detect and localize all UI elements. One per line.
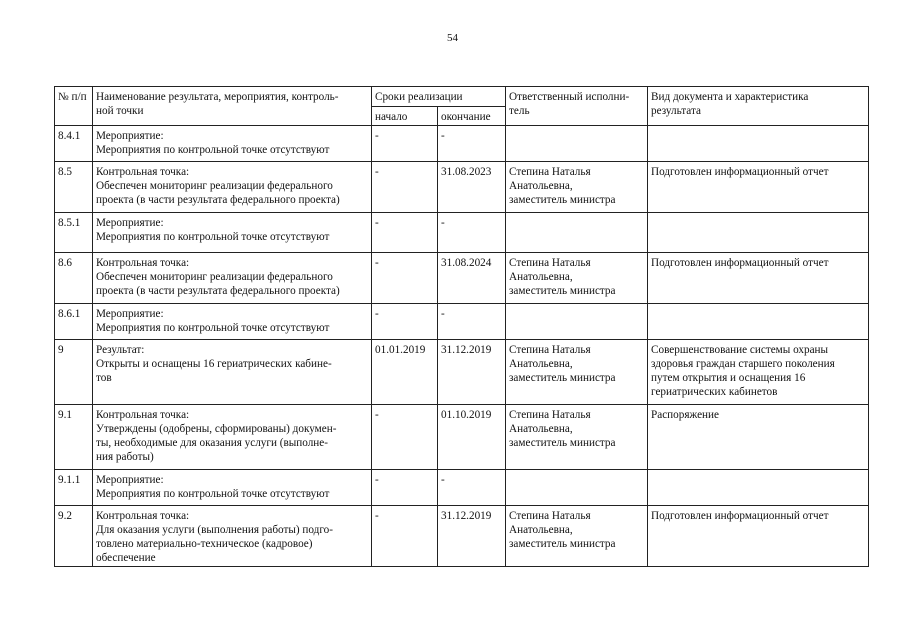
row-name: [93, 405, 372, 470]
row-document: [648, 162, 869, 213]
header-doc-type: [648, 87, 869, 126]
row-document: [648, 340, 869, 405]
header-responsible-line: Ответственный исполни-: [509, 91, 630, 103]
row-name-line: ния работы): [96, 451, 154, 463]
row-number: 8.6: [55, 253, 93, 304]
row-responsible-line: Анатольевна,: [509, 271, 573, 283]
row-document-line: Подготовлен информационный отчет: [651, 166, 829, 178]
row-number: 8.4.1: [55, 126, 93, 162]
row-name-line: Открыты и оснащены 16 гериатрических кабине-: [96, 358, 332, 370]
row-responsible-line: Анатольевна,: [509, 180, 573, 192]
row-number: 9.1: [55, 405, 93, 470]
row-name-line: Мероприятия по контрольной точке отсутствуют: [96, 231, 330, 243]
row-end-date: -: [438, 213, 506, 253]
table-row: [55, 340, 869, 405]
row-end-date: 31.12.2019: [438, 506, 506, 567]
row-number: 9.1.1: [55, 470, 93, 506]
table-row: [55, 506, 869, 567]
row-end-date: -: [438, 126, 506, 162]
row-responsible: [506, 162, 648, 213]
row-name-line: проекта (в части результата федерального проекта): [96, 194, 340, 206]
header-end: окончание: [438, 107, 506, 126]
row-name-line: Результат:: [96, 344, 145, 356]
row-start-date: -: [372, 304, 438, 340]
row-end-date: 31.12.2019: [438, 340, 506, 405]
table-row: [55, 126, 869, 162]
row-start-date: -: [372, 253, 438, 304]
row-responsible-line: заместитель министра: [509, 285, 616, 297]
row-document: [648, 405, 869, 470]
row-end-date: -: [438, 470, 506, 506]
row-name-line: Мероприятия по контрольной точке отсутствуют: [96, 322, 330, 334]
header-name-line: Наименование результата, мероприятия, контроль-: [96, 91, 339, 103]
row-number: 8.5.1: [55, 213, 93, 253]
row-document: [648, 506, 869, 567]
row-name-line: Мероприятие:: [96, 130, 164, 142]
header-row: [55, 87, 869, 107]
row-document-line: здоровья граждан старшего поколения: [651, 358, 835, 370]
row-name-line: тов: [96, 372, 112, 384]
header-name: [93, 87, 372, 126]
row-name-line: обеспечение: [96, 552, 156, 564]
row-name-line: Контрольная точка:: [96, 166, 190, 178]
row-responsible: [506, 253, 648, 304]
row-responsible-line: Анатольевна,: [509, 524, 573, 536]
row-name-line: ты, необходимые для оказания услуги (выполне-: [96, 437, 328, 449]
row-document-line: Распоряжение: [651, 409, 719, 421]
row-name-line: Для оказания услуги (выполнения работы) подго-: [96, 524, 334, 536]
row-responsible-line: Анатольевна,: [509, 423, 573, 435]
row-name-line: Мероприятие:: [96, 217, 164, 229]
row-name-line: товлено материально-техническое (кадровое): [96, 538, 313, 550]
row-responsible-line: Анатольевна,: [509, 358, 573, 370]
row-document: [648, 304, 869, 340]
row-responsible: [506, 405, 648, 470]
row-start-date: 01.01.2019: [372, 340, 438, 405]
row-name-line: Контрольная точка:: [96, 409, 190, 421]
header-doc-type-line: результата: [651, 105, 701, 117]
row-name-line: Контрольная точка:: [96, 257, 190, 269]
row-responsible: [506, 304, 648, 340]
row-name-line: Мероприятия по контрольной точке отсутствуют: [96, 144, 330, 156]
row-document: [648, 126, 869, 162]
row-end-date: 01.10.2019: [438, 405, 506, 470]
row-responsible: [506, 470, 648, 506]
row-document-line: гериатрических кабинетов: [651, 386, 778, 398]
row-name-line: проекта (в части результата федерального проекта): [96, 285, 340, 297]
row-end-date: 31.08.2023: [438, 162, 506, 213]
table-row: [55, 162, 869, 213]
row-start-date: -: [372, 213, 438, 253]
row-number: 9.2: [55, 506, 93, 567]
row-document-line: Подготовлен информационный отчет: [651, 257, 829, 269]
row-number: 8.6.1: [55, 304, 93, 340]
row-responsible-line: Степина Наталья: [509, 409, 591, 421]
row-name: [93, 126, 372, 162]
row-name-line: Мероприятие:: [96, 308, 164, 320]
header-doc-type-line: Вид документа и характеристика: [651, 91, 809, 103]
table-row: [55, 213, 869, 253]
row-responsible-line: Степина Наталья: [509, 257, 591, 269]
header-num: № п/п: [55, 87, 93, 126]
row-end-date: 31.08.2024: [438, 253, 506, 304]
row-document: [648, 470, 869, 506]
row-responsible: [506, 506, 648, 567]
header-name-line: ной точки: [96, 105, 144, 117]
row-start-date: -: [372, 162, 438, 213]
row-name-line: Утверждены (одобрены, сформированы) докумен-: [96, 423, 337, 435]
row-name: [93, 506, 372, 567]
row-responsible-line: Степина Наталья: [509, 510, 591, 522]
row-end-date: -: [438, 304, 506, 340]
row-responsible: [506, 213, 648, 253]
row-responsible-line: Степина Наталья: [509, 344, 591, 356]
row-responsible-line: Степина Наталья: [509, 166, 591, 178]
row-start-date: -: [372, 470, 438, 506]
row-responsible: [506, 340, 648, 405]
row-name: [93, 304, 372, 340]
row-document: [648, 253, 869, 304]
table-row: [55, 253, 869, 304]
row-name: [93, 162, 372, 213]
page-number: 54: [447, 32, 458, 44]
header-period: Сроки реализации: [372, 87, 506, 107]
row-name-line: Контрольная точка:: [96, 510, 190, 522]
table-row: [55, 405, 869, 470]
row-name: [93, 470, 372, 506]
row-responsible-line: заместитель министра: [509, 538, 616, 550]
row-document-line: путем открытия и оснащения 16: [651, 372, 806, 384]
row-document: [648, 213, 869, 253]
row-name: [93, 253, 372, 304]
header-start: начало: [372, 107, 438, 126]
row-responsible-line: заместитель министра: [509, 437, 616, 449]
row-responsible: [506, 126, 648, 162]
row-name-line: Обеспечен мониторинг реализации федерального: [96, 271, 333, 283]
row-document-line: Совершенствование системы охраны: [651, 344, 829, 356]
row-name-line: Обеспечен мониторинг реализации федерального: [96, 180, 333, 192]
row-document-line: Подготовлен информационный отчет: [651, 510, 829, 522]
row-name-line: Мероприятия по контрольной точке отсутствуют: [96, 488, 330, 500]
table-row: [55, 470, 869, 506]
header-responsible: [506, 87, 648, 126]
row-responsible-line: заместитель министра: [509, 372, 616, 384]
row-start-date: -: [372, 126, 438, 162]
row-number: 8.5: [55, 162, 93, 213]
row-start-date: -: [372, 405, 438, 470]
table-row: [55, 304, 869, 340]
row-number: 9: [55, 340, 93, 405]
plan-table: [54, 86, 869, 567]
row-name-line: Мероприятие:: [96, 474, 164, 486]
header-responsible-line: тель: [509, 105, 530, 117]
row-responsible-line: заместитель министра: [509, 194, 616, 206]
row-name: [93, 340, 372, 405]
row-name: [93, 213, 372, 253]
row-start-date: -: [372, 506, 438, 567]
